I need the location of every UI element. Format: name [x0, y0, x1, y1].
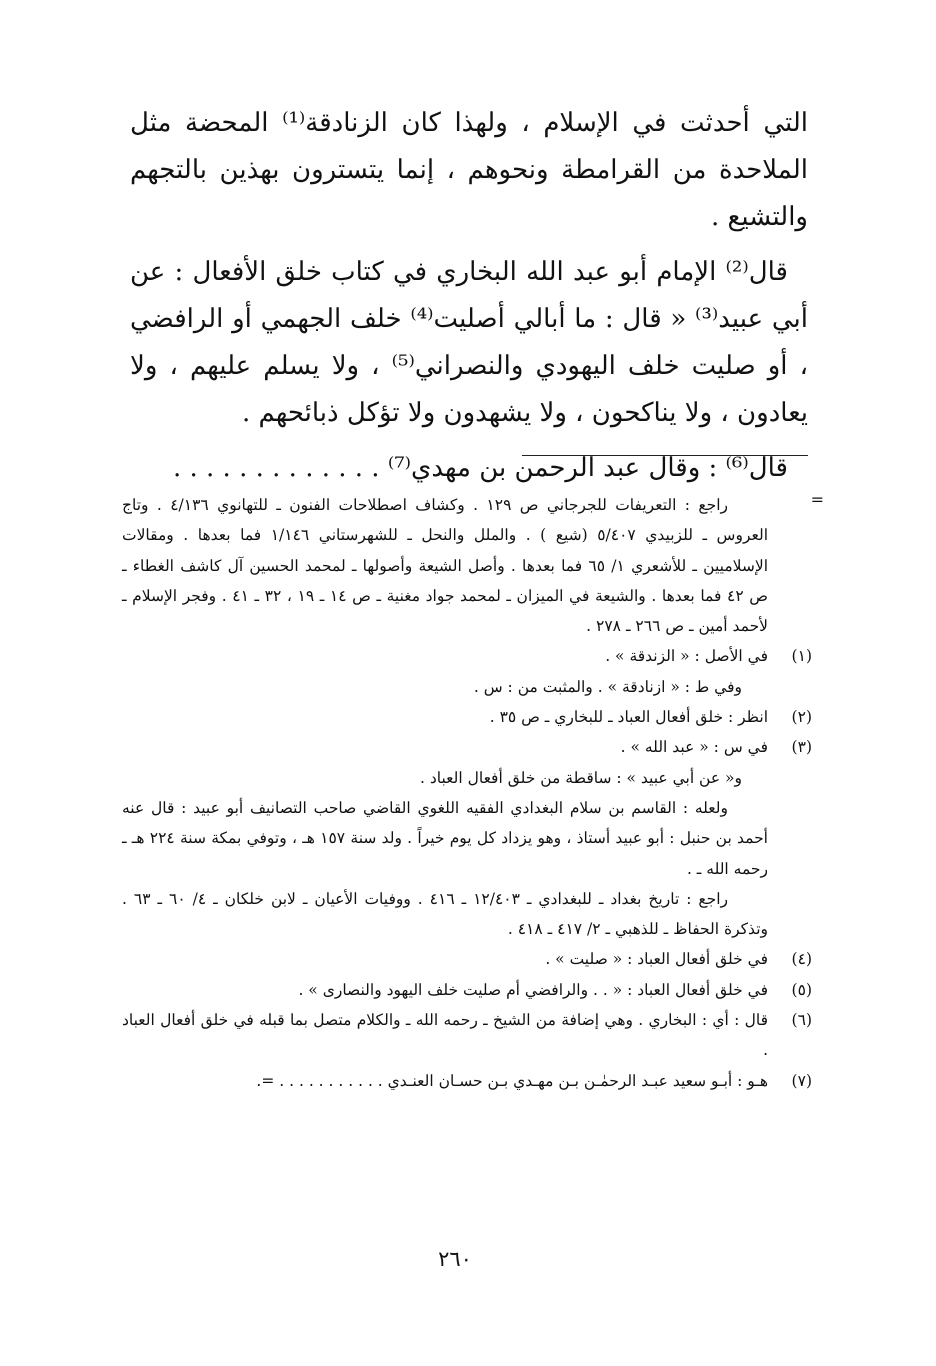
main-paragraph-3: قال⁽⁶⁾ : وقال عبد الرحمن بن مهدي⁽⁷⁾ . . . . . . . . . . . . . — [172, 453, 788, 483]
footnote-7-text: هـو : أبـو سعيد عبـد الرحمٰـن بـن مهـدي بـن حسـان العنـدي . . . . . . . . . . . =. — [256, 1071, 768, 1090]
footnote-3-text-d: راجع : تاريخ بغداد ـ للبغدادي ـ ١٢/٤٠٣ ـ ٤١٦ . ووفيات الأعيان ـ لابن خلكان ـ ٤/ ٦٠ ـ ٦٣ . وتذكرة الحفاظ ـ للذهبي ـ ٢/ ٤١٧ ـ ٤١٨ . — [122, 889, 768, 939]
footnote-1-text-a: في الأصل : « الزندقة » . — [605, 647, 768, 666]
footnote-separator-rule — [522, 455, 808, 456]
footnote-number: (٥) — [791, 980, 812, 999]
main-paragraph-1: التي أحدثت في الإسلام ، ولهذا كان الزنادقة⁽¹⁾ المحضة مثل الملاحدة من القرامطة ونحوهم ، إنما يتسترون بهذين بالتجهم والتشيع . — [130, 108, 809, 232]
footnote-1-text-b: وفي ط : « ازنادقة » . والمثبت من : س . — [473, 677, 742, 696]
footnote-4-text: في خلق أفعال العباد : « صليت » . — [545, 950, 768, 969]
footnote-5-text: في خلق أفعال العباد : « . . والرافضي أم صليت خلف اليهود والنصارى » . — [298, 980, 768, 999]
footnote-1 — [122, 641, 812, 702]
footnote-2-text: انظر : خلق أفعال العباد ـ للبخاري ـ ص ٣٥ . — [489, 708, 768, 727]
footnote-4 — [122, 944, 812, 974]
footnote-3-text-b: و« عن أبي عبيد » : ساقطة من خلق أفعال العباد . — [420, 768, 742, 787]
footnote-7 — [122, 1066, 812, 1096]
footnote-number: (٧) — [791, 1071, 812, 1090]
footnote-6-text: قال : أي : البخاري . وهي إضافة من الشيخ ـ رحمه الله ـ والكلام متصل بما قبله في خلق أفعال العباد . — [122, 1011, 768, 1060]
footnote-number: (٦) — [791, 1011, 812, 1030]
footnote-number: (٢) — [791, 708, 812, 727]
page-number: ٢٦٠ — [438, 1247, 472, 1271]
footnote-6 — [122, 1005, 812, 1066]
footnote-3-text-c: ولعله : القاسم بن سلام البغدادي الفقيه اللغوي القاضي صاحب التصانيف أبو عبيد : قال عنه أحمد بن حنبل : أبو عبيد أستاذ ، وهو يزداد كل يوم خيراً . ولد سنة ١٥٧ هـ ، وتوفي بمكة سنة ٢٢٤ هـ ـ رحمه الله ـ . — [122, 798, 768, 878]
footnote-3 — [122, 732, 812, 944]
footnote-number: (٣) — [791, 738, 812, 757]
main-paragraph-2: قال⁽²⁾ الإمام أبو عبد الله البخاري في كتاب خلق الأفعال : عن أبي عبيد⁽³⁾ « قال : ما أبالي أصليت⁽⁴⁾ خلف الجهمي أو الرافضي ، أو صليت خلف اليهودي والنصراني⁽⁵⁾ ، ولا يسلم عليهم ، ولا يعادون ، ولا يناكحون ، ولا يشهدون ولا تؤكل ذبائحهم . — [130, 257, 809, 428]
main-text — [130, 100, 808, 492]
footnotes — [122, 490, 812, 1096]
footnote-continued-text: راجع : التعريفات للجرجاني ص ١٢٩ . وكشاف اصطلاحات الفنون ـ للتهانوي ٤/١٣٦ . وتاج العروس ـ للزبيدي ٥/٤٠٧ (شيع ) . والملل والنحل ـ للشهرستاني ١/١٤٦ فما بعدها . ومقالات الإسلاميين ـ للأشعري ١/ ٦٥ فما بعدها . وأصل الشيعة وأصولها ـ لمحمد الحسين آل كاشف الغطاء ـ ص ٤٢ فما بعدها . والشيعة في الميزان ـ لمحمد جواد مغنية ـ ص ١٤ ـ ١٩ ، ٣٢ ـ ٤١ . وفجر الإسلام ـ لأحمد أمين ـ ص ٢٦٦ ـ ٢٧٨ . — [122, 496, 769, 636]
footnote-continued — [122, 490, 812, 641]
footnote-number: (٤) — [791, 950, 812, 969]
footnote-3-text-a: في س : « عبد الله » . — [620, 738, 768, 757]
footnote-2 — [122, 702, 812, 732]
continuation-mark: = — [810, 490, 824, 509]
footnote-number: (١) — [791, 647, 812, 666]
footnote-5 — [122, 975, 812, 1005]
